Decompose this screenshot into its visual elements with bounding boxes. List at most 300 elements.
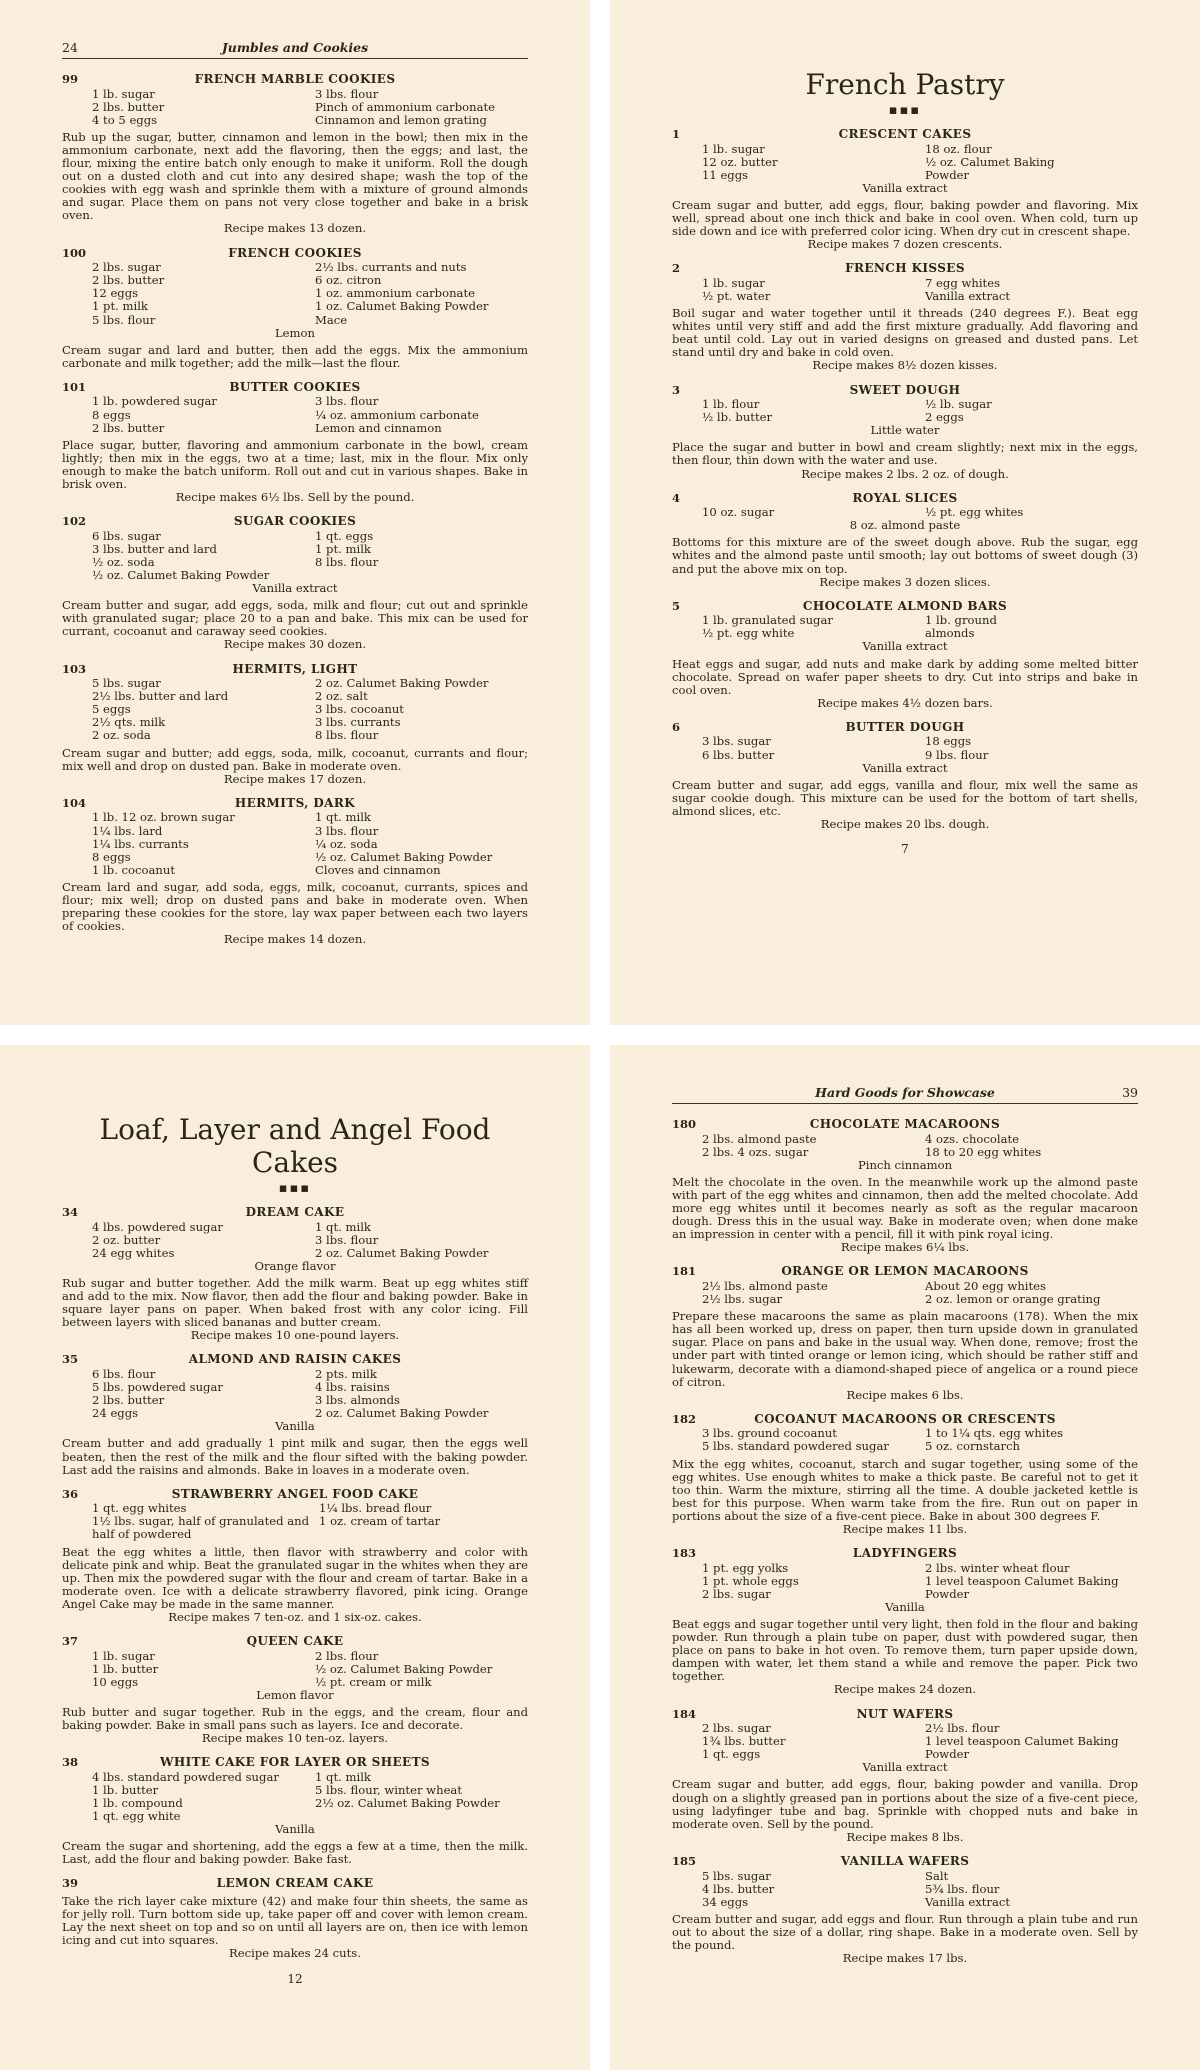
recipe-number: 182 — [672, 1411, 697, 1426]
recipe-block — [672, 1413, 1138, 1536]
ingredient — [319, 1528, 528, 1541]
ingredient-list — [672, 1280, 1138, 1306]
recipe-instructions: Beat eggs and sugar together until very light, then fold in the flour and baking powder. Run through a plain tube on paper, dust with powdered sugar, then place on pans to bake in hot oven. To remove them, turn paper upside down, dampen with water, let them stand a while and remove the paper. Pick two together. — [672, 1617, 1138, 1684]
ingredient-list — [672, 1427, 1138, 1453]
flavoring: Vanilla — [885, 1599, 925, 1614]
recipe-heading — [62, 1756, 528, 1770]
flavoring: Vanilla extract — [862, 180, 948, 195]
ingredient: ½ lb. sugar — [925, 397, 992, 412]
flavoring: Orange flavor — [254, 1258, 336, 1273]
recipe-heading — [672, 1118, 1138, 1132]
recipe-title: WHITE CAKE FOR LAYER OR SHEETS — [160, 1755, 430, 1770]
ingredient: 5 lbs. flour, winter wheat — [315, 1782, 462, 1797]
ingredient: 1 oz. ammonium carbonate — [315, 286, 475, 301]
recipe-title: CHOCOLATE MACAROONS — [809, 1117, 1001, 1131]
recipe-heading — [62, 381, 528, 395]
recipe-instructions: Cream butter and sugar, add eggs and flour. Run through a plain tube and run out to about the size of a dollar, ring shape. Bake in a moderate oven. Sell by the pound. — [672, 1911, 1138, 1952]
recipe-yield: Recipe makes 4½ dozen bars. — [817, 695, 993, 710]
recipe-heading — [672, 1265, 1138, 1279]
ingredient: 1 lb. compound — [92, 1796, 183, 1811]
ingredient: 2 oz. salt — [315, 689, 368, 704]
ingredient: 3 lbs. sugar — [702, 734, 771, 749]
ingredient: 2½ lbs. currants and nuts — [315, 260, 467, 275]
ingredient: 5 lbs. flour — [92, 312, 156, 327]
recipe-number: 2 — [672, 261, 681, 276]
recipe-block — [62, 1488, 528, 1624]
recipe-block — [672, 492, 1138, 589]
recipe-instructions: Rub up the sugar, butter, cinnamon and lemon in the bowl; then mix in the ammonium carbonate, next add the flavoring, then the eggs; and last, the flour, mixing the entire batch only enough to make it uniform. Roll the dough out on a dusted cloth and cut into any desired shape; wash the top of the cookies with egg wash and sprinkle them with a mixture of ground almonds and sugar. Place them on pans not very close together and bake in a brisk oven. — [62, 129, 528, 223]
ingredient: 12 oz. butter — [702, 154, 778, 169]
ingredient: Powder — [925, 167, 970, 182]
ingredient-list — [62, 1502, 528, 1541]
recipe-instructions: Cream butter and sugar, add eggs, soda, milk and flour; cut out and sprinkle with granulated sugar; place 20 to a pan and bake. This mix can be used for currant, cocoanut and caraway seed cookies. — [62, 598, 528, 639]
recipe-instructions: Cream sugar and lard and butter, then add the eggs. Mix the ammonium carbonate and milk together; add the milk—last the flour. — [62, 342, 528, 370]
flavoring: Pinch cinnamon — [857, 1157, 953, 1172]
recipe-instructions: Prepare these macaroons the same as plain macaroons (178). When the mix has all been worked up, dress on paper, then turn upside down in granulated sugar. Place on pans and bake in the usual way. When done, remove; frost the under part with tinted orange or lemon icing, which should be rather stiff and lukewarm, decorate with a diamond-shaped piece of angelica or a round piece of citron. — [672, 1309, 1138, 1389]
ingredient: 1 lb. sugar — [702, 141, 765, 156]
ingredient: 1 qt. eggs — [315, 528, 374, 543]
flavoring: Lemon — [274, 325, 315, 340]
recipe-title: VANILLA WAFERS — [840, 1853, 970, 1868]
ingredient: ½ pt. water — [702, 288, 771, 303]
ingredient: 2 lbs. butter — [92, 273, 165, 288]
ingredient: 1 qt. egg whites — [92, 1501, 187, 1516]
recipe-instructions: Cream sugar and butter, add eggs, flour, baking powder and vanilla. Drop dough on a slightly greased pan in portions about the size of a five-cent piece, using ladyfinger tube and bag. Sprinkle with chopped nuts and bake in moderate oven. Sell by the pound. — [672, 1777, 1138, 1831]
ingredient: ¼ oz. soda — [315, 836, 378, 851]
recipe-yield: Recipe makes 13 dozen. — [223, 221, 367, 236]
recipe-title: COCOANUT MACAROONS OR CRESCENTS — [754, 1411, 1056, 1426]
ingredient: Cinnamon and lemon grating — [315, 112, 487, 127]
recipe-yield: Recipe makes 14 dozen. — [223, 932, 367, 947]
recipe-title: FRENCH COOKIES — [228, 245, 362, 260]
ingredient: 8 lbs. flour — [315, 728, 379, 743]
ingredient: 2 eggs — [925, 410, 964, 425]
recipe-block — [62, 1877, 528, 1960]
recipe-heading — [672, 721, 1138, 735]
ingredient: 3 lbs. butter and lard — [92, 541, 217, 556]
ingredient: 2 lbs. sugar — [702, 1586, 771, 1601]
ingredient-list — [672, 614, 1138, 640]
cookbook-page-39 — [610, 1045, 1200, 2070]
ingredient: 6 lbs. butter — [702, 747, 775, 762]
recipe-yield: Recipe makes 24 cuts. — [229, 1946, 361, 1961]
recipe-title: ROYAL SLICES — [852, 490, 958, 505]
page-folio: 12 — [287, 1971, 303, 1986]
recipe-heading — [62, 247, 528, 261]
ingredient: 7 egg whites — [925, 275, 1001, 290]
recipe-instructions: Cream butter and sugar, add eggs, vanilla and flour, mix well the same as sugar cookie dough. This mixture can be used for the bottom of tart shells, almond slices, etc. — [672, 777, 1138, 818]
recipe-number: 104 — [62, 795, 87, 810]
recipe-number: 37 — [62, 1634, 79, 1649]
ingredient: 1½ lbs. sugar, half of granulated and — [92, 1514, 310, 1529]
running-head-title: Jumbles and Cookies — [221, 40, 369, 55]
recipe-title: QUEEN CAKE — [246, 1634, 344, 1649]
recipe-block — [62, 247, 528, 370]
ingredient: 1 lb. butter — [92, 1782, 159, 1797]
ingredient: 2 pts. milk — [315, 1366, 377, 1381]
recipe-title: SUGAR COOKIES — [233, 514, 357, 529]
ingredient: ½ pt. egg whites — [925, 505, 1024, 520]
recipe-title: CHOCOLATE ALMOND BARS — [802, 598, 1008, 613]
ingredient: 8 lbs. flour — [315, 554, 379, 569]
recipe-number: 100 — [62, 245, 87, 260]
recipe-heading — [62, 663, 528, 677]
ingredient: 18 to 20 egg whites — [925, 1144, 1042, 1159]
ingredient: Vanilla extract — [925, 288, 1011, 303]
recipe-instructions: Rub sugar and butter together. Add the milk warm. Beat up egg whites stiff and add to the mix. Now flavor, then add the flour and baking powder. Bake in square layer pans on paper. When baked frost with any color icing. Fill between layers with sliced bananas and butter cream. — [62, 1275, 528, 1330]
recipe-yield: Recipe makes 20 lbs. dough. — [820, 817, 990, 832]
recipe-instructions: Rub butter and sugar together. Rub in the eggs, and the cream, flour and baking powder. Bake in small pans such as layers. Ice and decorate. — [62, 1705, 528, 1733]
ingredient: 3 lbs. flour — [315, 86, 379, 101]
ingredient: 1¼ lbs. lard — [92, 823, 163, 838]
ingredient: 2½ lbs. butter and lard — [92, 689, 229, 704]
ornament-dots: ▪▪▪ — [888, 103, 922, 118]
ingredient-list — [62, 530, 528, 582]
recipe-number: 35 — [62, 1352, 79, 1367]
running-head-title: Hard Goods for Showcase — [815, 1085, 995, 1100]
ingredient: 4 lbs. powdered sugar — [92, 1219, 223, 1234]
recipe-number: 5 — [672, 598, 681, 613]
ingredient: Mace — [315, 312, 348, 327]
chapter-title: French Pastry — [805, 68, 1005, 101]
ingredient: ½ oz. Calumet Baking — [925, 154, 1055, 169]
recipe-instructions: Cream sugar and butter; add eggs, soda, milk, cocoanut, currants and flour; mix well and drop on dusted pan. Bake in moderate oven. — [62, 745, 528, 773]
recipe-yield: Recipe makes 8½ dozen kisses. — [812, 358, 998, 373]
recipe-instructions: Melt the chocolate in the oven. In the meanwhile work up the almond paste with part of the egg whites and cinnamon, then add the melted chocolate. Add more egg whites until it becomes nearly as soft as the regular macaroon dough. Dress this in the usual way. Bake in moderate oven; when done make an impression in center with a pencil, fill it with pink royal icing. — [672, 1174, 1138, 1242]
ingredient: 1 lb. sugar — [92, 1648, 155, 1663]
recipe-block — [62, 1635, 528, 1745]
recipe-yield: Recipe makes 3 dozen slices. — [819, 574, 991, 589]
recipe-yield: Recipe makes 7 dozen crescents. — [807, 237, 1003, 252]
ingredient: 5 lbs. sugar — [92, 676, 161, 691]
ingredient: ½ oz. Calumet Baking Powder — [92, 568, 270, 582]
ingredient: 1 level teaspoon Calumet Baking — [925, 1734, 1119, 1749]
recipe-yield: Recipe makes 17 lbs. — [842, 1951, 968, 1966]
flavoring: Lemon flavor — [256, 1687, 334, 1702]
ingredient: 2½ oz. Calumet Baking Powder — [315, 1796, 500, 1811]
ingredient-list — [62, 1368, 528, 1420]
ingredient: 1 qt. milk — [315, 810, 371, 825]
ingredient: 1 to 1¼ qts. egg whites — [925, 1426, 1064, 1441]
ingredient: 3 lbs. currants — [315, 715, 401, 730]
ingredient: 4 lbs. raisins — [315, 1380, 390, 1395]
ingredient: ¼ oz. ammonium carbonate — [315, 407, 479, 422]
recipe-yield: Recipe makes 24 dozen. — [833, 1682, 977, 1697]
recipe-instructions: Cream the sugar and shortening, add the eggs a few at a time, then the milk. Last, add the flour and baking powder. Bake fast. — [62, 1839, 528, 1867]
cookbook-page-12 — [0, 1045, 590, 2070]
recipe-instructions: Beat the egg whites a little, then flavor with strawberry and color with delicate pink and whip. Beat the granulated sugar in the whites when they are up. Then mix the powdered sugar with the flour and cream of tartar. Bake in a moderate oven. Ice with a delicate strawberry flavored, pink icing. Orange Angel Cake may be made in the same manner. — [62, 1544, 528, 1611]
ingredient: 1 oz. cream of tartar — [319, 1514, 441, 1529]
ingredient: 1 lb. sugar — [702, 275, 765, 290]
ingredient: 24 egg whites — [92, 1245, 175, 1260]
ingredient: Lemon and cinnamon — [315, 420, 442, 435]
ingredient: 2 oz. soda — [92, 728, 151, 743]
recipe-yield: Recipe makes 2 lbs. 2 oz. of dough. — [801, 466, 1009, 481]
ingredient: 2 lbs. almond paste — [702, 1131, 817, 1146]
running-header — [62, 40, 528, 59]
ingredient: 1 lb. 12 oz. brown sugar — [92, 810, 235, 825]
recipe-block — [672, 1118, 1138, 1254]
ingredient: 2 lbs. flour — [315, 1648, 379, 1663]
recipe-block — [62, 515, 528, 651]
recipe-yield: Recipe makes 10 one-pound layers. — [190, 1328, 400, 1343]
ingredient: Cloves and cinnamon — [315, 862, 441, 877]
ingredient: 5 lbs. powdered sugar — [92, 1380, 223, 1395]
ingredient: 24 eggs — [92, 1406, 139, 1421]
ingredient: 1 oz. Calumet Baking Powder — [315, 299, 489, 314]
recipe-title: HERMITS, DARK — [234, 795, 356, 810]
ingredient: 2 lbs. 4 ozs. sugar — [702, 1144, 809, 1159]
recipe-heading — [672, 128, 1138, 142]
ingredient: 1 qt. egg white — [92, 1809, 181, 1824]
recipe-instructions: Heat eggs and sugar, add nuts and make dark by adding some melted bitter chocolate. Spread on wafer paper sheets to dry. Cut into strips and bake in cool oven. — [672, 656, 1138, 697]
recipe-number: 184 — [672, 1706, 697, 1721]
ingredient: 1 qt. milk — [315, 1219, 371, 1234]
ingredient: 1 lb. sugar — [92, 86, 155, 101]
recipe-yield: Recipe makes 10 ten-oz. layers. — [201, 1731, 389, 1746]
page-folio: 7 — [901, 842, 909, 857]
ingredient: 4 lbs. butter — [702, 1881, 775, 1896]
recipe-yield: Recipe makes 8 lbs. — [846, 1829, 964, 1844]
recipe-block — [62, 1206, 528, 1342]
recipe-title: DREAM CAKE — [245, 1205, 345, 1219]
recipe-instructions: Mix the egg whites, cocoanut, starch and sugar together, using some of the egg whites. Use enough whites to make a thick paste. Be careful not to get it too thin. Warm the mixture, stirring all the time. A double jacketed kettle is best for this purpose. When warm take from the fire. Run out on paper in portions about the size of a five-cent piece. Bake in about 300 degrees F. — [672, 1456, 1138, 1523]
ingredient: 5 lbs. standard powdered sugar — [702, 1439, 889, 1454]
recipe-title: SWEET DOUGH — [849, 382, 961, 397]
flavoring: Vanilla extract — [862, 760, 948, 775]
ingredient: 5¾ lbs. flour — [925, 1881, 1000, 1896]
recipe-heading — [672, 1413, 1138, 1427]
ingredient-list — [62, 1650, 528, 1689]
recipe-yield: Recipe makes 6¼ lbs. — [840, 1240, 970, 1255]
recipe-heading — [62, 797, 528, 811]
ingredient: 6 lbs. flour — [92, 1366, 156, 1381]
ingredient: 1 lb. powdered sugar — [92, 394, 217, 409]
recipe-number: 1 — [672, 127, 681, 141]
recipe-title: BUTTER DOUGH — [845, 719, 965, 734]
ingredient: almonds — [925, 626, 975, 641]
ingredient: 1¼ lbs. bread flour — [319, 1501, 432, 1516]
ingredient: Pinch of ammonium carbonate — [315, 99, 496, 114]
chapter-title: Loaf, Layer and Angel Food Cakes — [99, 1113, 491, 1179]
recipe-instructions: Cream lard and sugar, add soda, eggs, milk, cocoanut, currants, spices and flour; mix well; drop on dusted pans and bake in moderate oven. When preparing these cookies for the store, lay wax paper between each two layers of cookies. — [62, 879, 528, 934]
ingredient-list — [62, 88, 528, 127]
ingredient: 18 oz. flour — [925, 141, 992, 156]
recipe-title: ALMOND AND RAISIN CAKES — [188, 1352, 402, 1367]
ingredient-list — [62, 811, 528, 876]
recipe-block — [672, 1547, 1138, 1696]
recipe-heading — [62, 1877, 528, 1891]
recipe-block — [672, 600, 1138, 710]
ingredient: 8 eggs — [92, 849, 131, 864]
page-number: 39 — [1122, 1085, 1138, 1100]
recipe-title: ORANGE OR LEMON MACAROONS — [781, 1264, 1029, 1279]
ingredient-list — [62, 677, 528, 742]
page-number: 24 — [62, 40, 78, 55]
ingredient-list — [672, 143, 1138, 182]
recipe-block — [672, 721, 1138, 831]
ingredient-list — [672, 398, 1138, 424]
recipe-block — [62, 1353, 528, 1476]
ingredient: 2½ lbs. flour — [925, 1721, 1000, 1736]
recipe-heading — [62, 1206, 528, 1220]
ingredient-list — [672, 277, 1138, 303]
ingredient: 1 lb. flour — [702, 397, 760, 412]
flavoring: Vanilla extract — [862, 639, 948, 654]
recipe-title: NUT WAFERS — [856, 1706, 954, 1721]
recipe-yield: Recipe makes 11 lbs. — [842, 1521, 968, 1536]
ingredient: 6 lbs. sugar — [92, 528, 161, 543]
recipe-instructions: Cream butter and add gradually 1 pint milk and sugar, then the eggs well beaten, then the rest of the milk and the flour sifted with the baking powder. Last add the raisins and almonds. Bake in loaves in a moderate oven. — [62, 1436, 528, 1477]
recipe-number: 185 — [672, 1853, 697, 1868]
ingredient-list — [62, 261, 528, 326]
ingredient: 1¾ lbs. butter — [702, 1734, 786, 1749]
ingredient: 8 eggs — [92, 407, 131, 422]
recipe-title: FRENCH KISSES — [845, 261, 965, 276]
ingredient: 1 level teaspoon Calumet Baking — [925, 1573, 1119, 1588]
recipe-instructions: Take the rich layer cake mixture (42) and make four thin sheets, the same as for jelly roll. Turn bottom side up, take paper off and cover with lemon cream. Lay the next sheet on top and so on until all layers are on, then ice with lemon icing and cut into squares. — [62, 1894, 528, 1948]
flavoring: Vanilla extract — [862, 1760, 948, 1775]
recipe-block — [672, 1708, 1138, 1844]
recipe-heading — [672, 1855, 1138, 1869]
ingredient: 2 lbs. sugar — [702, 1721, 771, 1736]
recipe-yield: Recipe makes 6½ lbs. Sell by the pound. — [175, 490, 415, 505]
ingredient: 2 oz. lemon or orange grating — [925, 1292, 1101, 1307]
ingredient: 4 ozs. chocolate — [925, 1131, 1020, 1146]
ingredient: 12 eggs — [92, 286, 139, 301]
recipe-instructions: Place the sugar and butter in bowl and cream slightly; next mix in the eggs, then flour, thin down with the water and use. — [672, 440, 1138, 468]
recipe-number: 34 — [62, 1205, 79, 1219]
ingredient: 2 lbs. butter — [92, 99, 165, 114]
recipe-heading — [62, 1488, 528, 1502]
flavoring: 8 oz. almond paste — [849, 518, 961, 533]
recipe-block — [672, 1265, 1138, 1401]
cookbook-page-7 — [610, 0, 1200, 1025]
ingredient: 2 lbs. butter — [92, 420, 165, 435]
recipe-number: 181 — [672, 1264, 697, 1279]
ingredient: 2 oz. Calumet Baking Powder — [315, 676, 489, 691]
ingredient: 1 pt. whole eggs — [702, 1573, 799, 1588]
ingredient: 3 lbs. flour — [315, 1232, 379, 1247]
recipe-block — [672, 262, 1138, 372]
ingredient: 1¼ lbs. currants — [92, 836, 189, 851]
ingredient: About 20 egg whites — [925, 1278, 1046, 1293]
ingredient: 4 to 5 eggs — [92, 112, 158, 127]
recipe-instructions: Cream sugar and butter, add eggs, flour, baking powder and flavoring. Mix well, spread about one inch thick and bake in cool oven. When cold, turn up side down and ice with preferred color icing. When dry cut in crescent shape. — [672, 197, 1138, 239]
recipe-heading — [62, 515, 528, 529]
recipe-block — [62, 663, 528, 786]
recipe-block — [62, 797, 528, 946]
ingredient: 3 lbs. cocoanut — [315, 702, 404, 717]
ingredient: ½ oz. Calumet Baking Powder — [315, 1661, 493, 1676]
recipe-number: 4 — [672, 490, 681, 505]
ingredient: ½ oz. Calumet Baking Powder — [315, 849, 493, 864]
recipe-yield: Recipe makes 17 dozen. — [223, 771, 367, 786]
ingredient: 2½ lbs. sugar — [702, 1292, 783, 1307]
ingredient: 2 oz. butter — [92, 1232, 161, 1247]
ingredient: 3 lbs. almonds — [315, 1393, 400, 1408]
recipe-instructions: Bottoms for this mixture are of the sweet dough above. Rub the sugar, egg whites and the almond paste until smooth; lay out bottoms of sweet dough (3) and put the above mix on top. — [672, 535, 1138, 576]
ingredient: 2 oz. Calumet Baking Powder — [315, 1406, 489, 1421]
ingredient: 11 eggs — [702, 167, 749, 182]
ingredient-list — [62, 1771, 528, 1823]
ingredient-list — [62, 1221, 528, 1260]
recipe-yield: Recipe makes 6 lbs. — [846, 1387, 964, 1402]
ingredient: 1 lb. cocoanut — [92, 862, 176, 877]
ingredient: ½ pt. egg white — [702, 626, 795, 641]
recipe-heading — [672, 384, 1138, 398]
recipe-number: 103 — [62, 661, 87, 676]
recipe-number: 3 — [672, 382, 681, 397]
flavoring: Vanilla extract — [252, 581, 338, 596]
ingredient-list — [62, 395, 528, 434]
ingredient: 6 oz. citron — [315, 273, 382, 288]
ingredient: 4 lbs. standard powdered sugar — [92, 1769, 279, 1784]
ingredient: 10 eggs — [92, 1674, 139, 1689]
recipe-block — [62, 381, 528, 504]
ingredient: ½ oz. soda — [92, 554, 155, 569]
ingredient: Vanilla extract — [925, 1894, 1011, 1909]
ingredient-list — [672, 1562, 1138, 1601]
recipe-number: 36 — [62, 1486, 79, 1501]
ingredient: 1 lb. ground — [925, 613, 997, 628]
recipe-yield: Recipe makes 30 dozen. — [223, 637, 367, 652]
recipe-title: BUTTER COOKIES — [229, 379, 361, 394]
ingredient: 1 pt. milk — [315, 541, 371, 556]
flavoring: Vanilla — [275, 1419, 315, 1434]
ingredient: 5 oz. cornstarch — [925, 1439, 1021, 1454]
recipe-heading — [62, 1353, 528, 1367]
ingredient: ½ lb. butter — [702, 410, 773, 425]
recipe-yield: Recipe makes 7 ten-oz. and 1 six-oz. cakes. — [168, 1609, 422, 1624]
ingredient: 2 oz. Calumet Baking Powder — [315, 1245, 489, 1260]
ingredient: Powder — [925, 1747, 970, 1762]
recipe-number: 39 — [62, 1876, 79, 1891]
recipe-title: HERMITS, LIGHT — [232, 661, 358, 676]
ingredient: 1 lb. granulated sugar — [702, 613, 833, 628]
recipe-heading — [672, 262, 1138, 276]
ingredient: 2 lbs. sugar — [92, 260, 161, 275]
ingredient — [315, 569, 528, 582]
ingredient: 1 lb. butter — [92, 1661, 159, 1676]
recipe-heading — [672, 600, 1138, 614]
ingredient: 1 qt. eggs — [702, 1747, 761, 1762]
ingredient: 18 eggs — [925, 734, 972, 749]
ingredient: 3 lbs. flour — [315, 394, 379, 409]
ingredient: 2 lbs. butter — [92, 1393, 165, 1408]
recipe-block — [62, 1756, 528, 1866]
recipe-number: 38 — [62, 1755, 79, 1770]
recipe-heading — [62, 1635, 528, 1649]
recipe-block — [672, 1855, 1138, 1965]
ingredient: 2 lbs. winter wheat flour — [925, 1560, 1070, 1575]
recipe-block — [672, 128, 1138, 251]
recipe-title: FRENCH MARBLE COOKIES — [194, 72, 396, 86]
ingredient: 1 pt. milk — [92, 299, 148, 314]
ingredient: 5 eggs — [92, 702, 131, 717]
ingredient-list — [672, 735, 1138, 761]
recipe-heading — [672, 1708, 1138, 1722]
recipe-number: 99 — [62, 72, 79, 86]
running-header — [672, 1085, 1138, 1104]
recipe-block — [62, 73, 528, 236]
recipe-instructions: Boil sugar and water together until it threads (240 degrees F.). Beat egg whites until very stiff and add the first mixture gradually. Add flavoring and beat until cold. Lay out in varied designs on greased and dusted pans. Let stand until dry and bake in cold oven. — [672, 306, 1138, 360]
recipe-number: 6 — [672, 719, 681, 734]
ingredient: Powder — [925, 1586, 970, 1601]
recipe-number: 180 — [672, 1117, 697, 1131]
cookbook-page-24 — [0, 0, 590, 1025]
ingredient: 5 lbs. sugar — [702, 1868, 771, 1883]
